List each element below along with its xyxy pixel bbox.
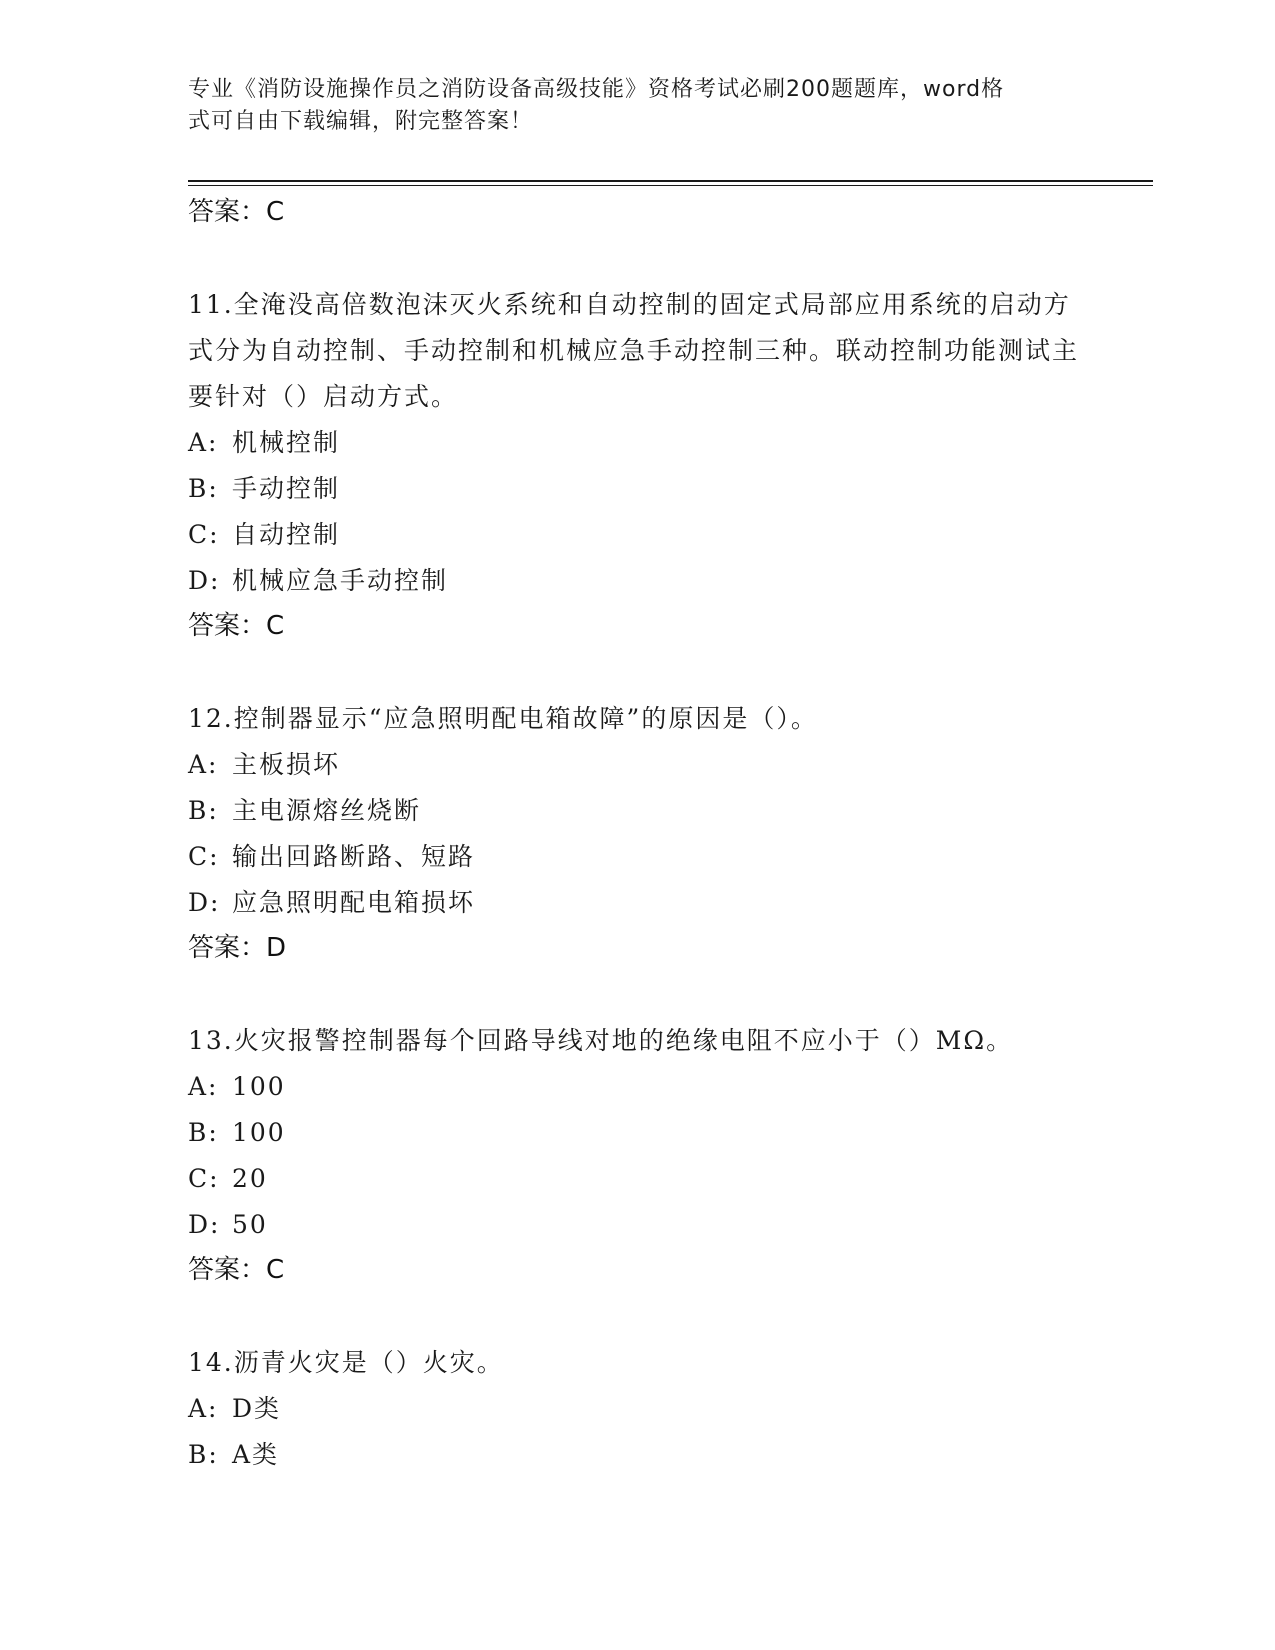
page-header: [188, 74, 1068, 138]
option-b: [188, 1110, 1088, 1156]
option-letter: D:: [188, 888, 221, 917]
option-d: [188, 880, 1088, 926]
header-rule-thin: [188, 185, 1153, 186]
option-letter: C:: [188, 520, 220, 549]
option-a: [188, 1386, 1088, 1432]
option-a: [188, 420, 1088, 466]
header-line-1: 专业《消防设施操作员之消防设备高级技能》资格考试必刷200题题库，word格: [188, 77, 1005, 102]
document-body: [188, 190, 1088, 1478]
option-text: 主电源熔丝烧断: [232, 796, 422, 825]
answer-line: 答案：C: [188, 197, 285, 227]
option-letter: B:: [188, 1118, 219, 1147]
option-text: D类: [232, 1394, 282, 1423]
option-letter: A:: [188, 1394, 219, 1423]
option-c: [188, 834, 1088, 880]
question-12: [188, 696, 1088, 970]
option-text: 手动控制: [232, 474, 341, 503]
option-letter: D:: [188, 1210, 221, 1239]
option-letter: B:: [188, 1440, 219, 1469]
question-stem: 12.控制器显示“应急照明配电箱故障”的原因是（）。: [188, 704, 818, 733]
option-text: 应急照明配电箱损坏: [232, 888, 476, 917]
answer-line: 答案：C: [188, 1255, 285, 1285]
option-a: [188, 742, 1088, 788]
question-11: [188, 282, 1088, 648]
option-letter: D:: [188, 566, 221, 595]
option-letter: A:: [188, 428, 219, 457]
option-text: 100: [232, 1072, 286, 1101]
option-c: [188, 512, 1088, 558]
option-text: 自动控制: [232, 520, 341, 549]
option-b: [188, 466, 1088, 512]
option-c: [188, 1156, 1088, 1202]
option-letter: A:: [188, 750, 219, 779]
option-text: 100: [232, 1118, 286, 1147]
option-text: 机械控制: [232, 428, 341, 457]
option-letter: C:: [188, 1164, 220, 1193]
header-rule-thick: [188, 180, 1153, 182]
option-text: A类: [232, 1440, 280, 1469]
option-d: [188, 1202, 1088, 1248]
answer-line: 答案：C: [188, 611, 285, 641]
question-13: [188, 1018, 1088, 1292]
option-letter: B:: [188, 474, 219, 503]
answer-line: 答案：D: [188, 933, 287, 963]
question-14: [188, 1340, 1088, 1478]
option-letter: A:: [188, 1072, 219, 1101]
option-text: 机械应急手动控制: [232, 566, 449, 595]
option-d: [188, 558, 1088, 604]
question-stem: 13.火灾报警控制器每个回路导线对地的绝缘电阻不应小于（）MΩ。: [188, 1026, 1014, 1055]
option-text: 输出回路断路、短路: [232, 842, 476, 871]
question-stem: 14.沥青火灾是（）火灾。: [188, 1348, 504, 1377]
option-b: [188, 788, 1088, 834]
option-letter: C:: [188, 842, 220, 871]
option-text: 20: [232, 1164, 268, 1193]
header-line-2: 式可自由下载编辑，附完整答案！: [188, 109, 534, 134]
option-b: [188, 1432, 1088, 1478]
option-a: [188, 1064, 1088, 1110]
option-text: 主板损坏: [232, 750, 341, 779]
question-stem: 11.全淹没高倍数泡沫灭火系统和自动控制的固定式局部应用系统的启动方式分为自动控制、手动控制和机械应急手动控制三种。联动控制功能测试主要针对（）启动方式。: [188, 290, 1080, 411]
option-letter: B:: [188, 796, 219, 825]
option-text: 50: [232, 1210, 268, 1239]
